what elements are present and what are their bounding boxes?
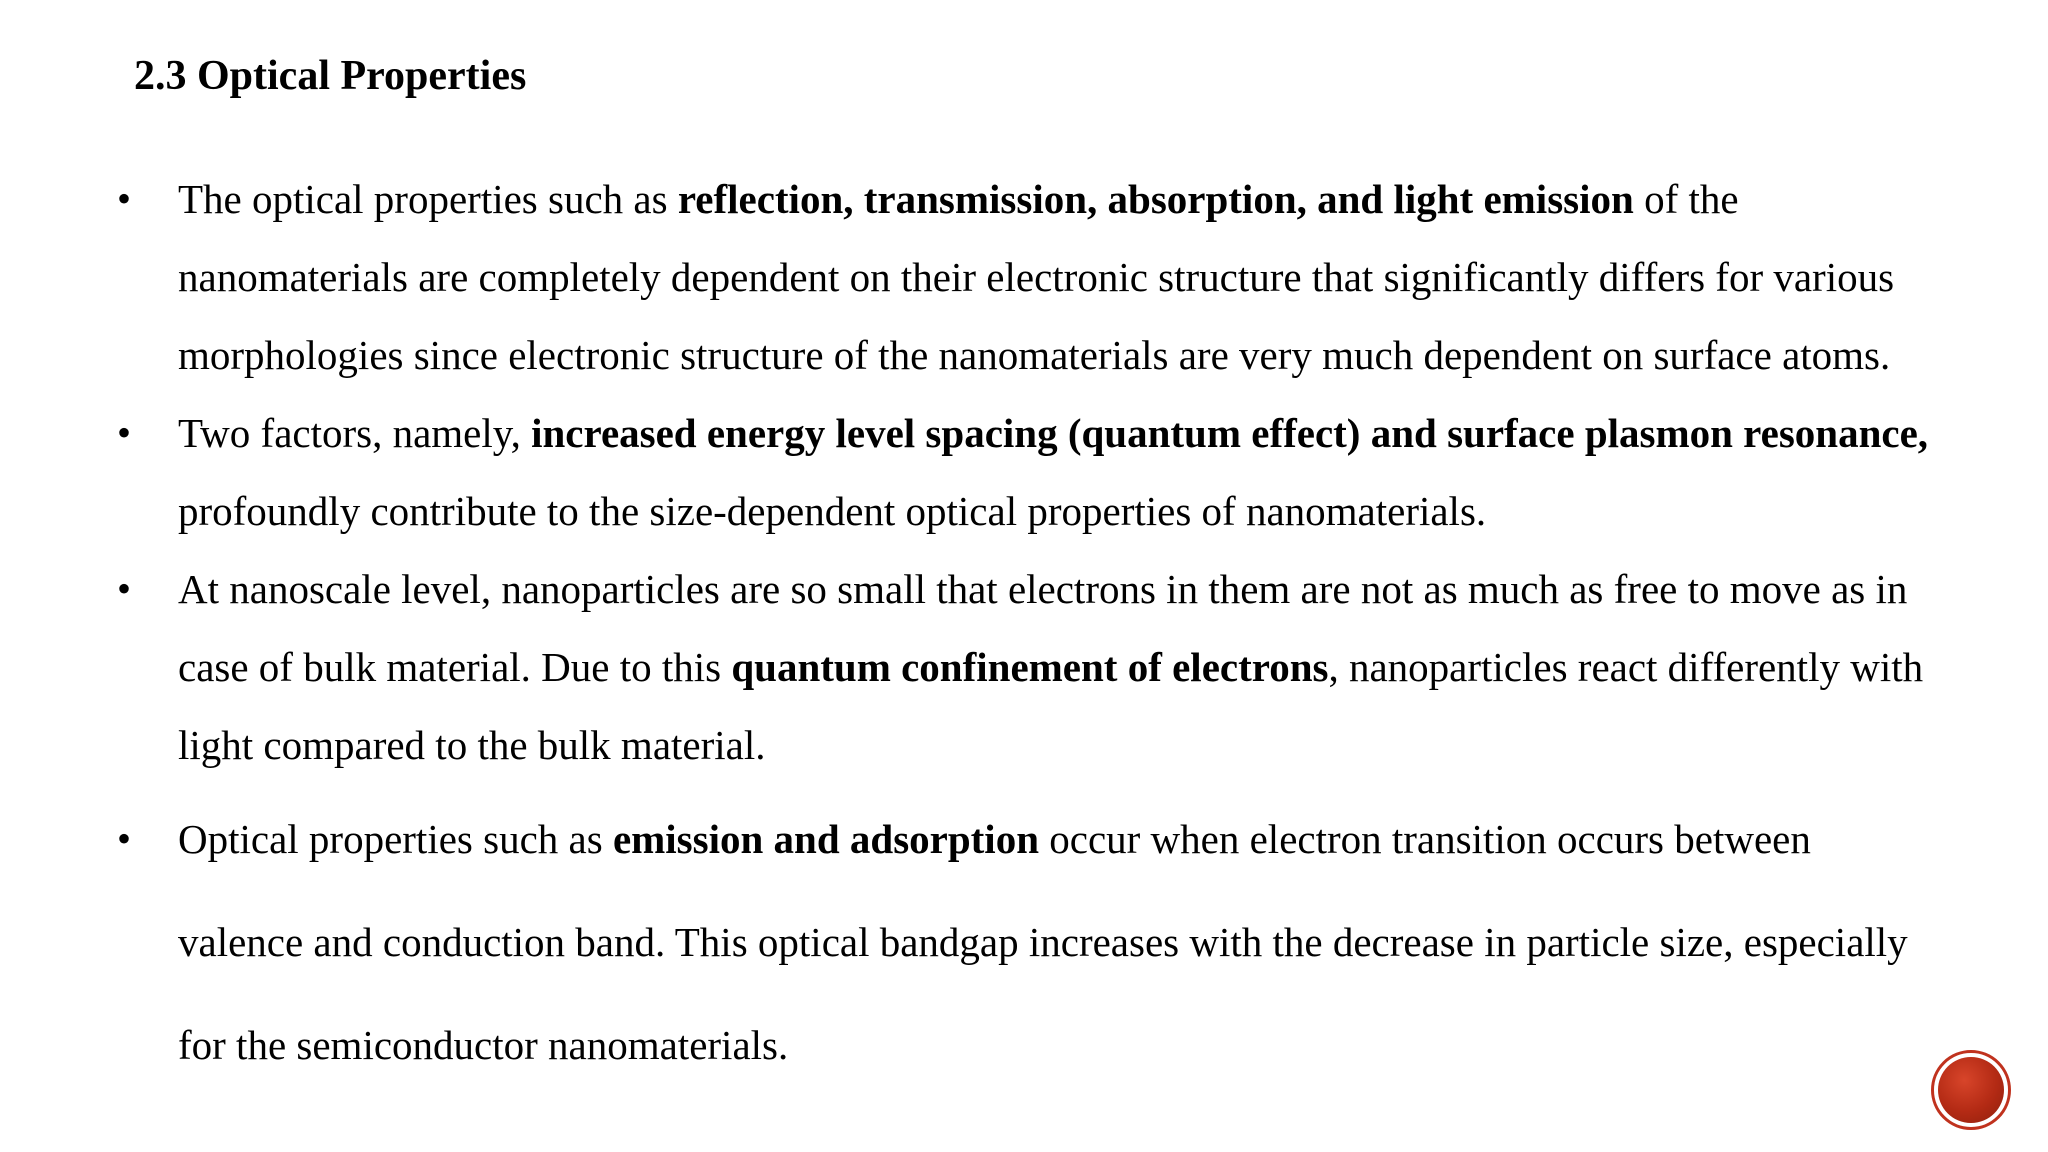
bullet-text [178,800,2038,1084]
slide-title: 2.3 Optical Properties [134,53,527,99]
text-line [178,316,2038,394]
text-run: Two factors, namely, [178,410,532,456]
text-line [178,238,2038,316]
text-run: , nanoparticles react differently with [1328,644,1924,690]
next-slide-button[interactable] [1931,1050,2011,1130]
text-run: valence and conduction band. This optical bandgap increases with the decrease in particle size, especially [178,919,1908,965]
text-line [178,472,2038,550]
bullet-dot: • [117,566,132,611]
text-line [178,550,2038,628]
bullet-dot: • [117,816,132,861]
text-line [178,800,2038,903]
bullet-dot: • [117,410,132,455]
text-line [178,160,2038,238]
text-run: for the semiconductor nanomaterials. [178,1022,789,1068]
bullet-text [178,160,2038,394]
text-run: At nanoscale level, nanoparticles are so small that electrons in them are not as much as free to move as in [178,566,1908,612]
text-line [178,1006,2038,1084]
bullet-text [178,394,2038,550]
text-line [178,394,2038,472]
text-run: profoundly contribute to the size-dependent optical properties of nanomaterials. [178,488,1487,534]
text-run: nanomaterials are completely dependent on their electronic structure that significantly differs for various [178,254,1895,300]
text-run: occur when electron transition occurs between [1039,816,1811,862]
text-line [178,628,2038,706]
text-run: The optical properties such as [178,176,678,222]
text-run: Optical properties such as [178,816,613,862]
text-line [178,706,2038,784]
text-run: light compared to the bulk material. [178,722,766,768]
text-run: morphologies since electronic structure of the nanomaterials are very much dependent on surface atoms. [178,332,1891,378]
bullet-dot: • [117,176,132,221]
bold-text-run: increased energy level spacing (quantum effect) and surface plasmon resonance, [531,410,1929,456]
bold-text-run: quantum confinement of electrons [731,644,1329,690]
text-run: of the [1633,176,1739,222]
bullet-text [178,550,2038,784]
bold-text-run: emission and adsorption [612,816,1039,862]
text-line [178,903,2038,1006]
text-run: case of bulk material. Due to this [178,644,732,690]
nav-circle-icon [1938,1057,2004,1123]
bold-text-run: reflection, transmission, absorption, and light emission [677,176,1634,222]
